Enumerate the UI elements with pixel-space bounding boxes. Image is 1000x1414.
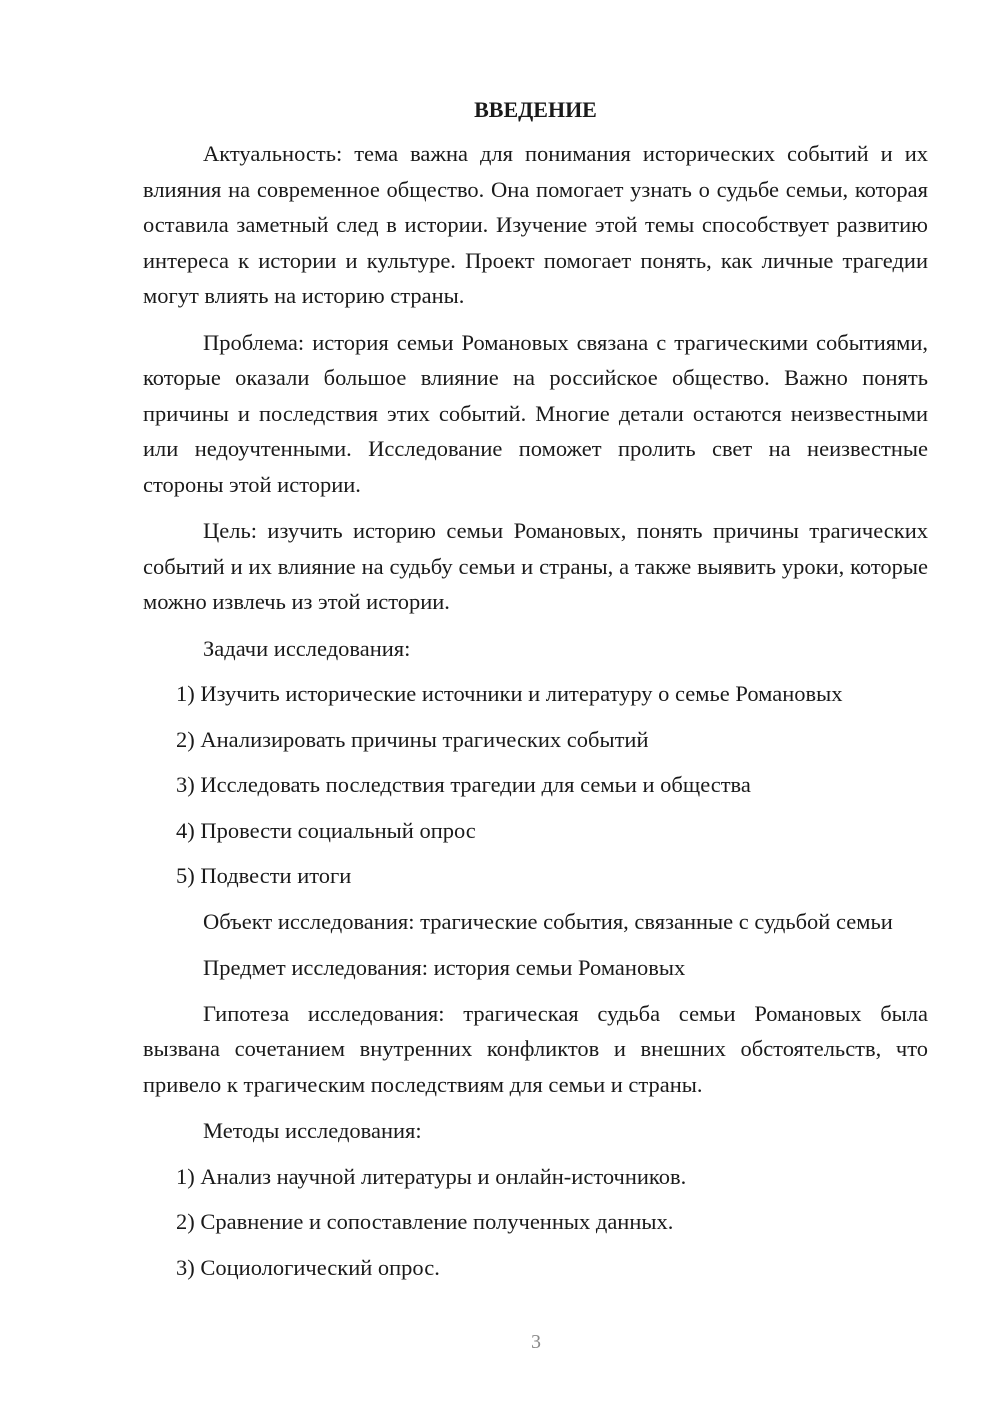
method-item-2: 2) Сравнение и сопоставление полученных данных. [176, 1209, 674, 1234]
section-title: ВВЕДЕНИЕ [474, 97, 597, 122]
task-item-4: 4) Провести социальный опрос [176, 817, 476, 843]
hypothesis-paragraph: Гипотеза исследования: трагическая судьба семьи Романовых была вызвана сочетанием внутренних конфликтов и внешних обстоятельств, что привело к трагическим последствиям для семьи и страны. [143, 1000, 928, 1097]
tasks-heading: Задачи исследования: [203, 635, 411, 661]
goal-paragraph: Цель: изучить историю семьи Романовых, понять причины трагических событий и их влияние на судьбу семьи и страны, а также выявить уроки, которые можно извлечь из этой истории. [143, 518, 928, 614]
task-item-2: 2) Анализировать причины трагических событий [176, 726, 649, 752]
relevance-paragraph: Актуальность: тема важна для понимания исторических событий и их влияния на современное общество. Она помогает узнать о судьбе семьи, которая оставила заметный след в истории. Изучение этой темы способствует развитию интереса к истории и культуре. Проект помогает понять, как личные трагедии могут влиять на историю страны. [143, 141, 928, 308]
subject-paragraph: Предмет исследования: история семьи Романовых [203, 955, 686, 980]
task-item-5: 5) Подвести итоги [176, 863, 352, 888]
task-item-3: 3) Исследовать последствия трагедии для семьи и общества [176, 772, 751, 797]
methods-heading: Методы исследования: [203, 1118, 422, 1143]
page-number: 3 [531, 1331, 541, 1353]
task-item-1: 1) Изучить исторические источники и литературу о семье Романовых [176, 681, 843, 706]
problem-paragraph: Проблема: история семьи Романовых связана с трагическими событиями, которые оказали большое влияние на российское общество. Важно понять причины и последствия этих событий. Многие детали остаются неизвестными или недоучтенными. Исследование поможет пролить свет на неизвестные стороны этой истории. [143, 329, 928, 497]
method-item-1: 1) Анализ научной литературы и онлайн-источников. [176, 1163, 687, 1189]
method-item-3: 3) Социологический опрос. [176, 1254, 440, 1280]
object-paragraph: Объект исследования: трагические события, связанные с судьбой семьи [203, 908, 893, 934]
document-page [143, 92, 928, 1295]
